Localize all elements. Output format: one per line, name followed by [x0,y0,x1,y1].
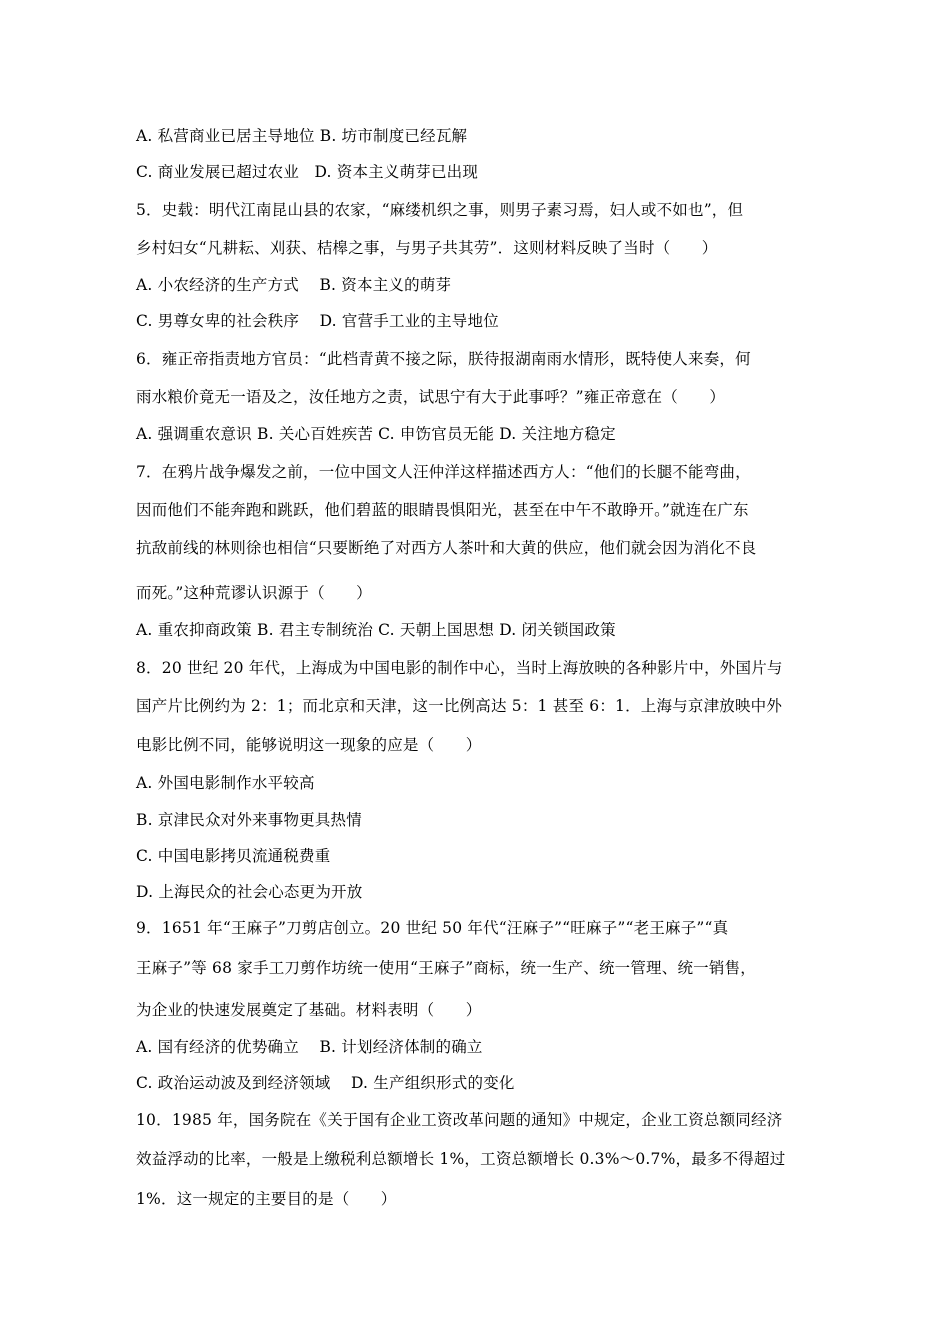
q7-stem-line-2: 因而他们不能奔跑和跳跃，他们碧蓝的眼睛畏惧阳光，甚至在中午不敢睁开。”就连在广东 [136,501,749,519]
q7-options: A. 重农抑商政策 B. 君主专制统治 C. 天朝上国思想 D. 闭关锁国政策 [136,621,616,639]
q6-stem-line-2: 雨水粮价竟无一语及之，汝任地方之责，试思宁有大于此事呼？”雍正帝意在（ ） [136,388,726,406]
q8-option-c: C. 中国电影拷贝流通税费重 [136,847,331,865]
q10-stem-line-3: 1%．这一规定的主要目的是（ ） [136,1190,397,1208]
q6-stem-line-1: 6．雍正帝指责地方官员：“此档青黄不接之际，朕待报湖南雨水情形，既特使人来奏，何 [136,350,751,368]
q10-stem-line-2: 效益浮动的比率，一般是上缴税利总额增长 1%，工资总额增长 0.3%～0.7%，最多不得超过 [136,1150,786,1168]
q8-option-b: B. 京津民众对外来事物更具热情 [136,811,362,829]
q9-stem-line-1: 9．1651 年“王麻子”刀剪店创立。20 世纪 50 年代“汪麻子”“旺麻子”“老王麻子”“真 [136,919,729,937]
q9-stem-line-3: 为企业的快速发展奠定了基础。材料表明（ ） [136,1001,482,1019]
q5-option-ab: A. 小农经济的生产方式 B. 资本主义的萌芽 [136,276,452,294]
q9-stem-line-2: 王麻子”等 68 家手工刀剪作坊统一使用“王麻子”商标，统一生产、统一管理、统一销售， [136,959,756,977]
q8-stem-line-1: 8．20 世纪 20 年代，上海成为中国电影的制作中心，当时上海放映的各种影片中，外国片与 [136,659,783,677]
q7-stem-line-3: 抗敌前线的林则徐也相信“只要断绝了对西方人茶叶和大黄的供应，他们就会因为消化不良 [136,539,757,557]
q8-stem-line-2: 国产片比例约为 2：1；而北京和天津，这一比例高达 5：1 甚至 6：1．上海与京津放映中外 [136,697,783,715]
q6-options: A. 强调重农意识 B. 关心百姓疾苦 C. 申饬官员无能 D. 关注地方稳定 [136,425,616,443]
q7-stem-line-4: 而死。”这种荒谬认识源于（ ） [136,584,372,602]
q9-option-cd: C. 政治运动波及到经济领域 D. 生产组织形式的变化 [136,1074,515,1092]
q5-option-cd: C. 男尊女卑的社会秩序 D. 官营手工业的主导地位 [136,312,499,330]
q4-option-cd: C. 商业发展已超过农业 D. 资本主义萌芽已出现 [136,163,479,181]
q10-stem-line-1: 10．1985 年，国务院在《关于国有企业工资改革问题的通知》中规定，企业工资总额同经济 [136,1111,783,1129]
q4-option-ab: A. 私营商业已居主导地位 B. 坊市制度已经瓦解 [136,127,468,145]
q7-stem-line-1: 7．在鸦片战争爆发之前，一位中国文人汪仲洋这样描述西方人：“他们的长腿不能弯曲， [136,463,751,481]
q5-stem-line-2: 乡村妇女“凡耕耘、刈获、桔槔之事，与男子共其劳”．这则材料反映了当时（ ） [136,239,718,257]
q8-stem-line-3: 电影比例不同，能够说明这一现象的应是（ ） [136,736,482,754]
q9-option-ab: A. 国有经济的优势确立 B. 计划经济体制的确立 [136,1038,483,1056]
q5-stem-line-1: 5．史载：明代江南昆山县的农家，“麻缕机织之事，则男子素习焉，妇人或不如也”，但 [136,201,744,219]
q8-option-d: D. 上海民众的社会心态更为开放 [136,883,363,901]
q8-option-a: A. 外国电影制作水平较高 [136,774,315,792]
